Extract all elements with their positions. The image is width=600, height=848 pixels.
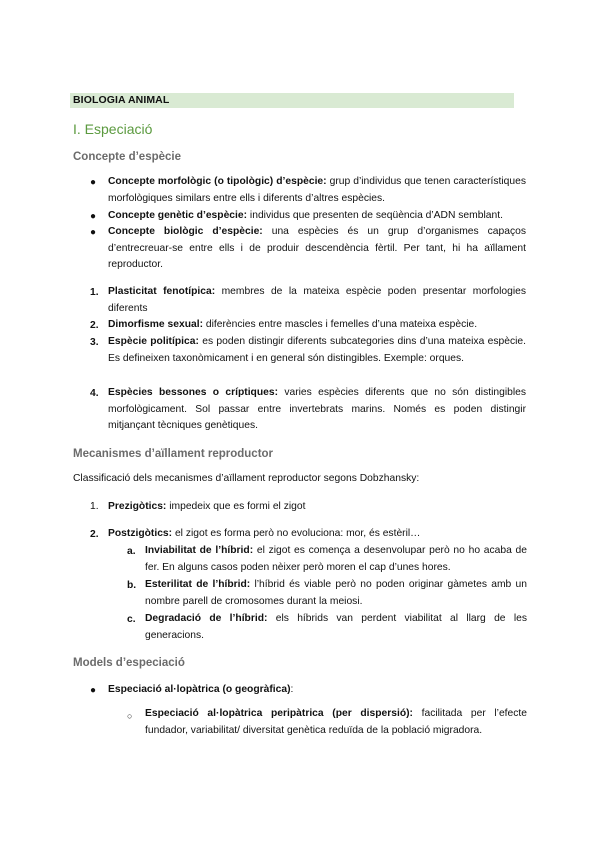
list-item	[108, 334, 526, 367]
list-number: 2.	[90, 529, 99, 540]
list-item-text: individus que presenten de seqüència d’ADN semblant.	[247, 210, 503, 221]
list-item	[108, 385, 526, 435]
list-item-text: impedeix que es formi el zigot	[166, 501, 306, 512]
list-number: 3.	[90, 337, 99, 348]
circle-bullet-icon: ○	[127, 711, 133, 721]
list-item-term: Espècies bessones o críptiques:	[108, 387, 279, 398]
list-item-text: :	[290, 684, 294, 695]
list-item-term: Concepte morfològic (o tipològic) d’espècie:	[108, 176, 327, 187]
list-item-text: l’híbrid és viable però no poden originar gàmetes amb un nombre parell de cromosomes durant la meiosi.	[145, 579, 527, 607]
list-item-text: varies espècies diferents que no són distingibles morfològicament. Sol passar entre invertebrats marins. Només es poden distingir mitjançant tècniques genètiques.	[108, 387, 526, 431]
list-item-text: diferències entre mascles i femelles d’una mateixa espècie.	[203, 319, 478, 330]
list-item	[145, 577, 527, 610]
paragraph-intro: Classificació dels mecanismes d’aïllament reproductor segons Dobzhansky:	[73, 473, 420, 484]
list-item-text: els híbrids van perdent viabilitat al llarg de les generacions.	[145, 613, 527, 641]
list-number: 2.	[90, 320, 99, 331]
list-item	[108, 208, 538, 225]
list-item-text: es poden distingir diferents subcategories dins d’una mateixa espècie. Es defineixen taxonòmicament i en general són distingibles. Exemple: orques.	[108, 336, 526, 364]
list-number: 4.	[90, 388, 99, 399]
list-item	[108, 224, 526, 274]
list-number: 1.	[90, 287, 99, 298]
bullet-icon: ●	[90, 685, 97, 696]
list-item-term: Especiació al·lopàtrica peripàtrica (per dispersió):	[145, 708, 413, 719]
list-item	[145, 706, 527, 739]
bullet-icon: ●	[90, 211, 97, 222]
list-item-term: Especiació al·lopàtrica (o geogràfica)	[108, 684, 291, 695]
list-letter: b.	[127, 580, 137, 591]
list-item-term: Postzigòtics:	[108, 528, 173, 539]
list-item-term: Degradació de l’híbrid:	[145, 613, 268, 624]
list-item-term: Plasticitat fenotípica:	[108, 286, 216, 297]
list-item	[108, 317, 538, 334]
list-item	[108, 526, 538, 543]
list-item-text: una espècies és un grup d’organismes capaços d’entrecreuar-se entre ells i de produir descendència fèrtil. Per tant, hi ha aïllament reproductor.	[108, 226, 527, 270]
list-item-term: Dimorfisme sexual:	[108, 319, 203, 330]
list-item-text: el zigot es comença a desenvolupar però no ho acaba de fer. En alguns casos poden nèixer però moren el cap d’unes hores.	[145, 545, 527, 573]
list-item-text: facilitada per l’efecte fundador, variabilitat/ diversitat genètica reduïda de la població migradora.	[145, 708, 528, 736]
subsection-title-models: Models d’especiació	[73, 657, 185, 669]
list-item-term: Prezigòtics:	[108, 501, 167, 512]
list-item-term: Concepte biològic d’espècie:	[108, 226, 263, 237]
list-letter: c.	[127, 614, 136, 625]
list-item-text: membres de la mateixa espècie poden presentar morfologies diferents	[108, 286, 527, 314]
list-item-term: Esterilitat de l’híbrid:	[145, 579, 251, 590]
list-letter: a.	[127, 546, 136, 557]
list-item-text: grup d’individus que tenen característiques morfològiques similars entre ells i diferents d’altres espècies.	[108, 176, 526, 204]
bullet-icon: ●	[90, 227, 97, 238]
header-title: BIOLOGIA ANIMAL	[70, 93, 514, 108]
list-item	[145, 543, 527, 576]
list-item	[108, 284, 526, 317]
subsection-title-isolation: Mecanismes d’aïllament reproductor	[73, 448, 274, 460]
list-item-term: Concepte genètic d’espècie:	[108, 210, 248, 221]
bullet-icon: ●	[90, 177, 97, 188]
list-item	[108, 174, 526, 207]
list-item	[108, 682, 526, 699]
list-item	[108, 499, 526, 516]
list-item-text: el zigot es forma però no evoluciona: mor, és estèril…	[172, 528, 421, 539]
list-item	[145, 611, 527, 644]
list-item-term: Inviabilitat de l’híbrid:	[145, 545, 254, 556]
list-number: 1.	[90, 501, 99, 512]
subsection-title-species-concept: Concepte d’espècie	[73, 151, 182, 163]
list-item-term: Espècie politípica:	[108, 336, 199, 347]
section-title: I. Especiació	[73, 121, 153, 137]
